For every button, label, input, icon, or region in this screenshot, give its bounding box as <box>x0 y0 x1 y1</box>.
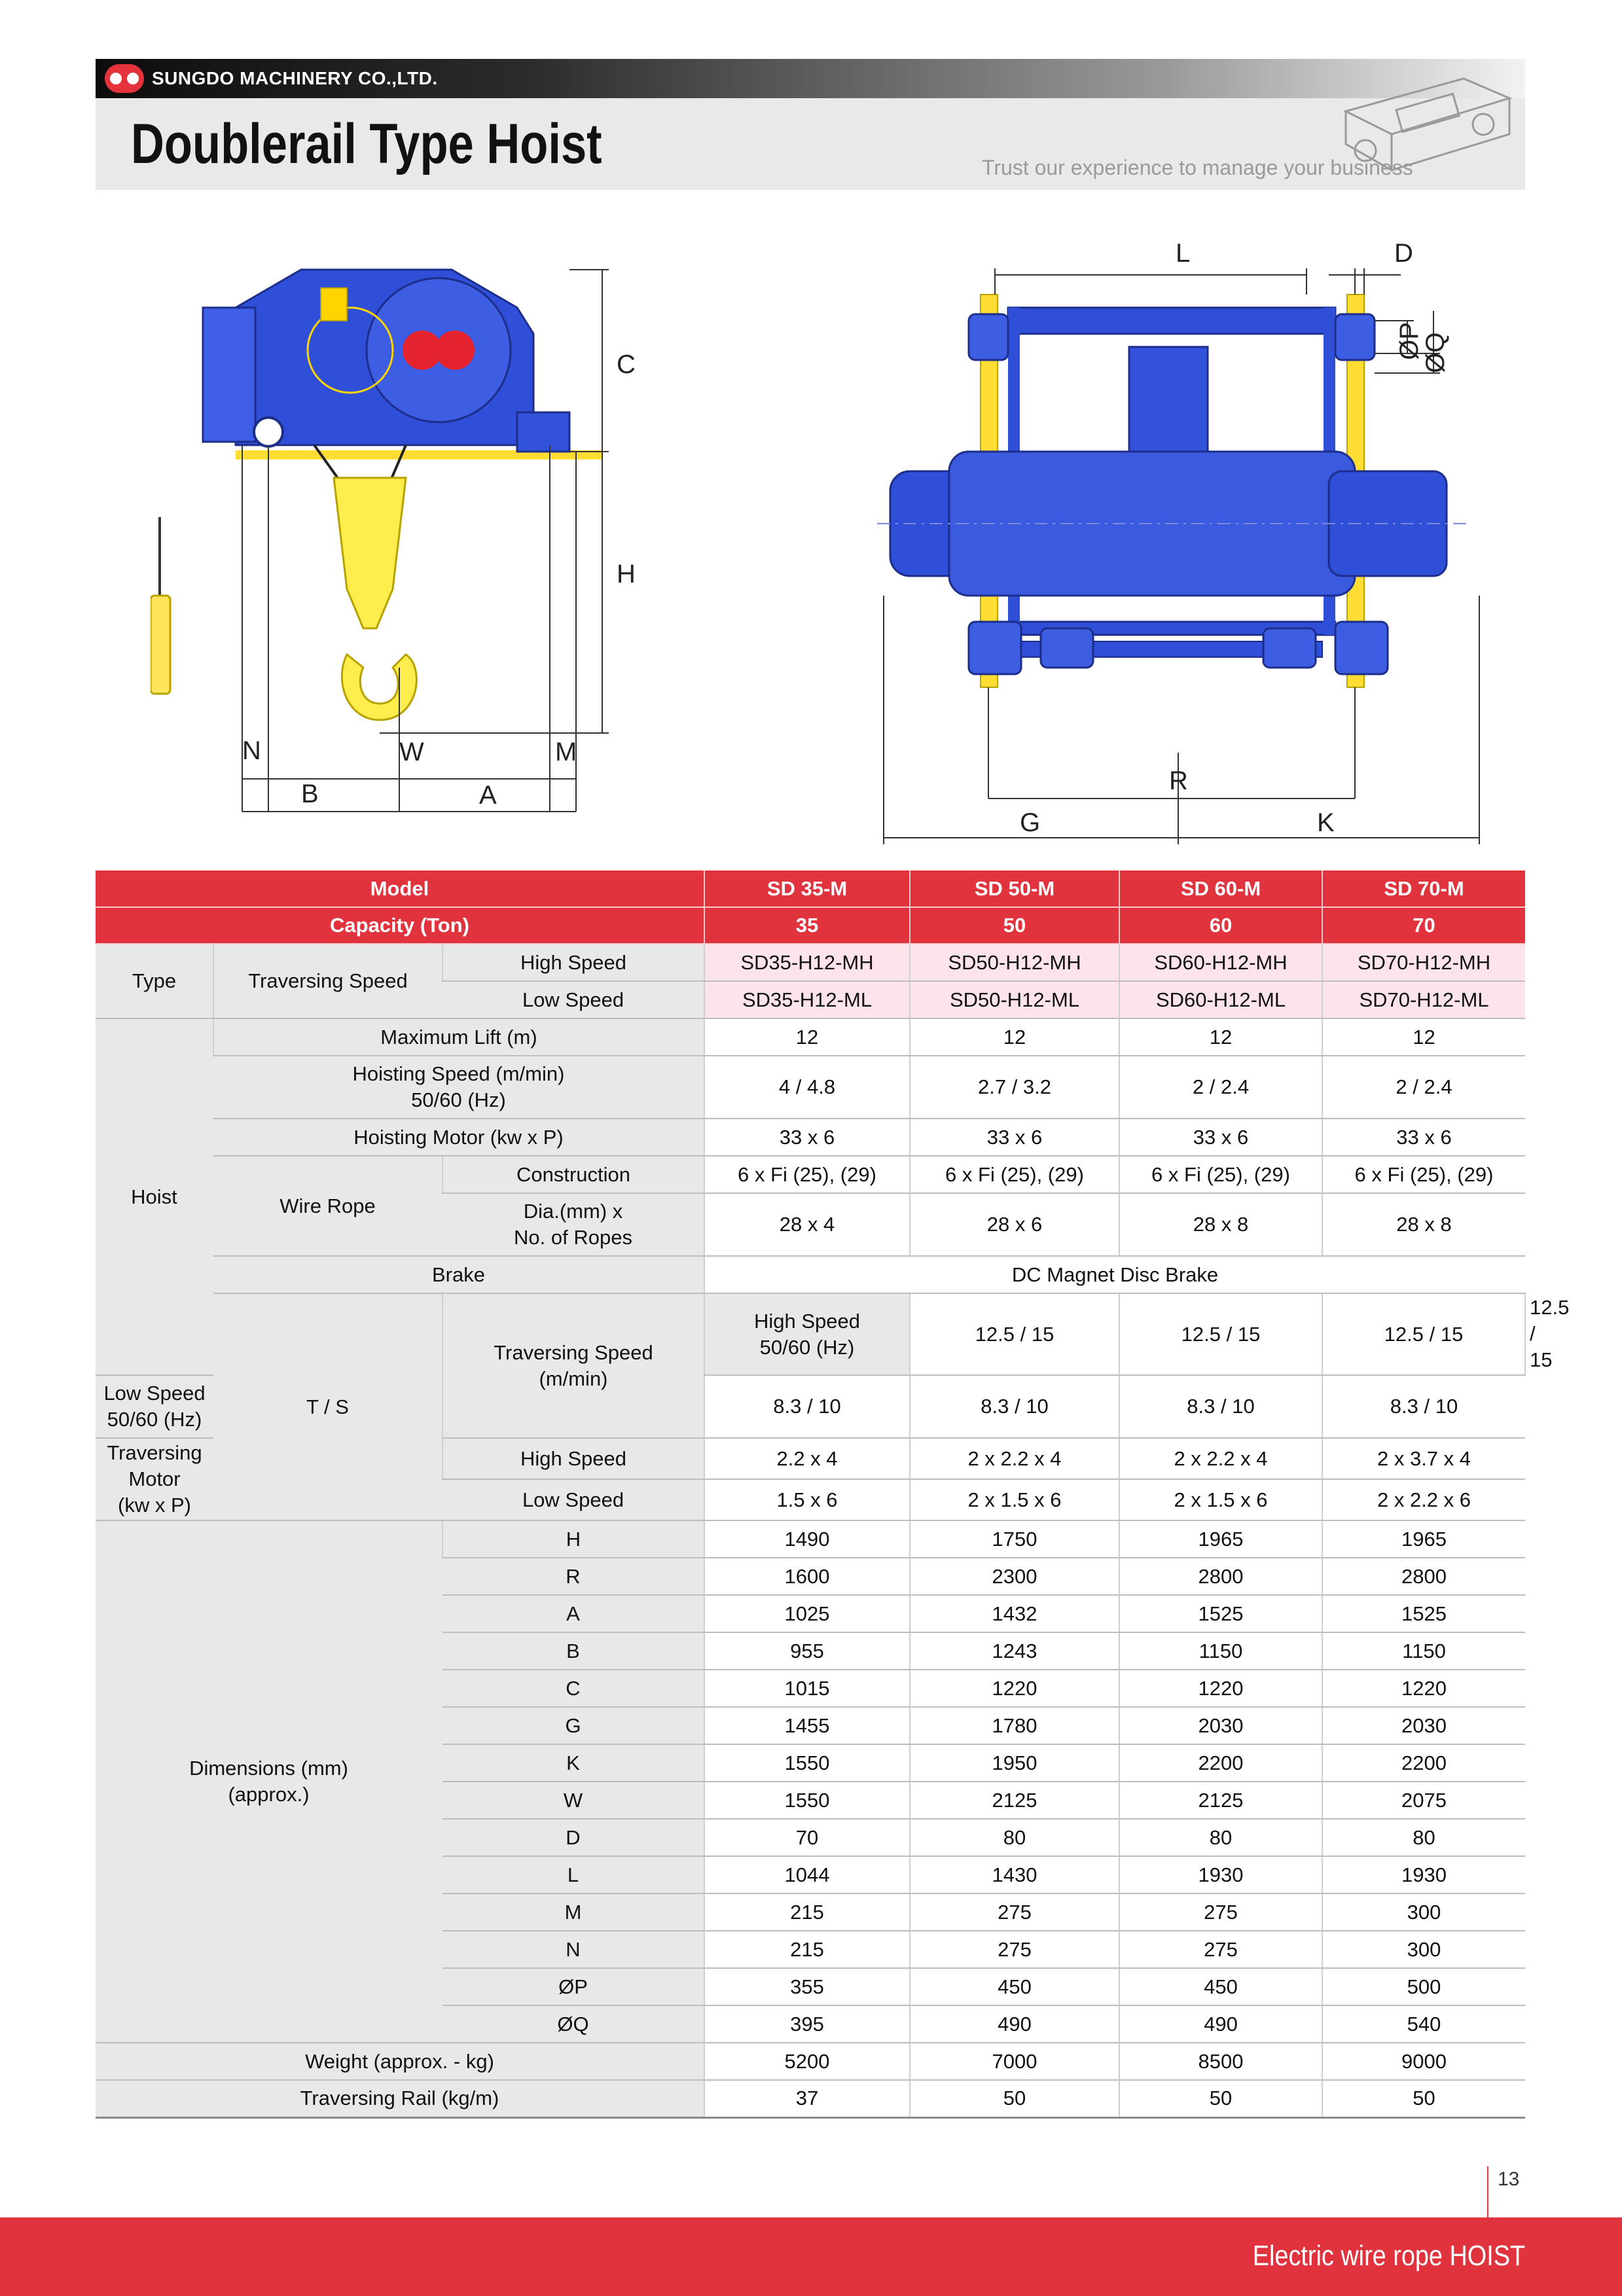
cell: 275 <box>910 1893 1119 1931</box>
cell: 1780 <box>910 1707 1119 1744</box>
cell: 955 <box>704 1632 910 1670</box>
cell: 28 x 4 <box>704 1193 910 1256</box>
page-number: 13 <box>1498 2168 1520 2190</box>
cell: 300 <box>1322 1931 1525 1968</box>
capacity-value: 70 <box>1322 907 1525 944</box>
table-row <box>96 1056 1525 1119</box>
type-code: SD60-H12-MH <box>1119 944 1322 981</box>
brake-label: Brake <box>213 1256 704 1293</box>
cell: 1220 <box>1322 1670 1525 1707</box>
label-line: 50/60 (Hz) <box>411 1088 506 1111</box>
cell: 2 / 2.4 <box>1322 1056 1525 1119</box>
dim-label-c: C <box>617 350 636 379</box>
cell: 1930 <box>1119 1856 1322 1893</box>
model-col-2: SD 50-M <box>910 870 1119 907</box>
ts-high-label <box>704 1293 910 1375</box>
cell: 1220 <box>1119 1670 1322 1707</box>
label-line: 50/60 (Hz) <box>107 1408 202 1431</box>
type-code: SD60-H12-ML <box>1119 981 1322 1018</box>
cell: 2075 <box>1322 1782 1525 1819</box>
capacity-label: Capacity (Ton) <box>96 907 704 944</box>
cell: 2 x 3.7 x 4 <box>1322 1438 1525 1479</box>
cell: 395 <box>704 2005 910 2043</box>
cell: 12 <box>704 1018 910 1056</box>
dim-label-m: M <box>555 738 577 766</box>
cell: 33 x 6 <box>1322 1119 1525 1156</box>
page-number-divider <box>1487 2166 1488 2217</box>
footer-bar <box>0 2217 1622 2296</box>
cell: 2.2 x 4 <box>704 1438 910 1479</box>
cell: 490 <box>1119 2005 1322 2043</box>
cell: 1025 <box>704 1595 910 1632</box>
cell: 2 x 1.5 x 6 <box>910 1479 1119 1520</box>
cell: 50 <box>1322 2080 1525 2117</box>
cell: 12 <box>1322 1018 1525 1056</box>
dim-key: M <box>442 1893 704 1931</box>
table-row <box>96 1119 1525 1156</box>
dim-key: B <box>442 1632 704 1670</box>
type-code: SD35-H12-ML <box>704 981 910 1018</box>
cell: 7000 <box>910 2043 1119 2080</box>
dim-key: L <box>442 1856 704 1893</box>
hoist-illustration-icon <box>1320 72 1516 183</box>
brake-value: DC Magnet Disc Brake <box>704 1256 1525 1293</box>
cell: 4 / 4.8 <box>704 1056 910 1119</box>
dim-key: A <box>442 1595 704 1632</box>
header-bar <box>96 59 1525 98</box>
dim-key: N <box>442 1931 704 1968</box>
table-row <box>96 2080 1525 2117</box>
cell: 2 / 2.4 <box>1119 1056 1322 1119</box>
cell: 1950 <box>910 1744 1119 1782</box>
dim-label-l: L <box>1176 239 1191 268</box>
table-row: T / S Traversing Speed (m/min) High Speed 50/60 (Hz) 12.5 / 15 12.5 / 15 12.5 / 15 12.5 / 15 <box>96 1293 1525 1375</box>
cell: 33 x 6 <box>704 1119 910 1156</box>
cell: 215 <box>704 1893 910 1931</box>
model-col-1: SD 35-M <box>704 870 910 907</box>
model-col-4: SD 70-M <box>1322 870 1525 907</box>
tagline: Trust our experience to manage your business <box>982 156 1413 179</box>
cell: 1550 <box>704 1782 910 1819</box>
label-line: Traversing Motor <box>107 1441 202 1490</box>
table-row <box>96 870 1525 907</box>
cell: 12.5 / 15 <box>1119 1293 1322 1375</box>
cell: 12 <box>1119 1018 1322 1056</box>
cell: 2800 <box>1322 1558 1525 1595</box>
label-line: High Speed <box>753 1309 860 1333</box>
table-row <box>96 2043 1525 2080</box>
capacity-value: 50 <box>910 907 1119 944</box>
cell: 1044 <box>704 1856 910 1893</box>
cell: 2 x 2.2 x 6 <box>1322 1479 1525 1520</box>
cell: 2 x 2.2 x 4 <box>1119 1438 1322 1479</box>
cell: 2.7 / 3.2 <box>910 1056 1119 1119</box>
dim-key: K <box>442 1744 704 1782</box>
hoist-label: Hoist <box>96 1018 213 1375</box>
dim-label-k: K <box>1317 808 1335 837</box>
cell: 50 <box>910 2080 1119 2117</box>
label-line: Traversing Speed <box>494 1340 653 1364</box>
dim-label-d: D <box>1394 239 1413 268</box>
table-row <box>96 1520 1525 1558</box>
cell: 2125 <box>910 1782 1119 1819</box>
dim-key: ØP <box>442 1968 704 2005</box>
cell: 490 <box>910 2005 1119 2043</box>
cell: 1455 <box>704 1707 910 1744</box>
type-sub-label: Traversing Speed <box>213 944 442 1018</box>
label-line: (approx.) <box>228 1783 310 1806</box>
type-code: SD50-H12-MH <box>910 944 1119 981</box>
dim-label-r: R <box>1169 766 1188 795</box>
cell: 33 x 6 <box>1119 1119 1322 1156</box>
dim-label-b: B <box>301 780 319 808</box>
cell: 5200 <box>704 2043 910 2080</box>
cell: 1525 <box>1322 1595 1525 1632</box>
label-line: Low Speed <box>103 1382 206 1405</box>
cell: 70 <box>704 1819 910 1856</box>
high-speed-label: High Speed <box>442 944 704 981</box>
cell: 1965 <box>1119 1520 1322 1558</box>
dim-key: C <box>442 1670 704 1707</box>
ts-label: T / S <box>213 1293 442 1520</box>
cell: 2300 <box>910 1558 1119 1595</box>
cell: 2030 <box>1119 1707 1322 1744</box>
cell: 275 <box>1119 1931 1322 1968</box>
dim-key: ØQ <box>442 2005 704 2043</box>
cell: 2125 <box>1119 1782 1322 1819</box>
table-row <box>96 1156 1525 1193</box>
label-line: Hoisting Speed (m/min) <box>352 1062 565 1085</box>
cell: 8.3 / 10 <box>1119 1375 1322 1438</box>
table-row <box>96 1018 1525 1056</box>
cell: 1243 <box>910 1632 1119 1670</box>
cell: 6 x Fi (25), (29) <box>704 1156 910 1193</box>
spec-table <box>96 870 1570 2119</box>
cell: 12 <box>910 1018 1119 1056</box>
cell: 1150 <box>1322 1632 1525 1670</box>
dim-label-p: ØP <box>1395 322 1424 360</box>
dim-key: R <box>442 1558 704 1595</box>
model-col-3: SD 60-M <box>1119 870 1322 907</box>
type-code: SD50-H12-ML <box>910 981 1119 1018</box>
dim-key: H <box>442 1520 704 1558</box>
cell: 275 <box>1119 1893 1322 1931</box>
wire-rope-label: Wire Rope <box>213 1156 442 1256</box>
dim-label-g: G <box>1020 808 1041 837</box>
pendant-control-icon <box>151 596 170 694</box>
page-title: Doublerail Type Hoist <box>131 113 602 175</box>
title-banner <box>96 98 1525 190</box>
capacity-value: 60 <box>1119 907 1322 944</box>
dim-label-n: N <box>242 736 261 765</box>
cell: 1432 <box>910 1595 1119 1632</box>
drum-marker-right <box>435 331 475 370</box>
cell: 2 x 2.2 x 4 <box>910 1438 1119 1479</box>
dim-key: W <box>442 1782 704 1819</box>
dim-label-h: H <box>617 560 636 588</box>
side-view-drawing <box>151 209 700 838</box>
table-row <box>96 944 1525 981</box>
hoisting-motor-label: Hoisting Motor (kw x P) <box>213 1119 704 1156</box>
table-row <box>96 907 1525 944</box>
cell: 540 <box>1322 2005 1525 2043</box>
cell: 275 <box>910 1931 1119 1968</box>
cell: 6 x Fi (25), (29) <box>910 1156 1119 1193</box>
cell: 2200 <box>1322 1744 1525 1782</box>
label-line: No. of Ropes <box>514 1226 632 1249</box>
dim-label-q: ØQ <box>1421 332 1450 373</box>
label-line: 50/60 (Hz) <box>759 1335 855 1359</box>
dimensions-label <box>96 1520 442 2043</box>
cell: 1015 <box>704 1670 910 1707</box>
hoisting-speed-label <box>213 1056 704 1119</box>
label-line: (kw x P) <box>118 1494 191 1516</box>
cell: 1550 <box>704 1744 910 1782</box>
cell: 12.5 / 15 <box>910 1293 1119 1375</box>
cell: 1490 <box>704 1520 910 1558</box>
cell: 28 x 6 <box>910 1193 1119 1256</box>
cell: 80 <box>1119 1819 1322 1856</box>
label-line: Dia.(mm) x <box>523 1200 623 1223</box>
cell: 1.5 x 6 <box>704 1479 910 1520</box>
cell: 33 x 6 <box>910 1119 1119 1156</box>
hook-icon <box>342 655 416 720</box>
type-label: Type <box>96 944 213 1018</box>
ts-motor-low-label: Low Speed <box>442 1479 704 1520</box>
traversing-speed-label <box>442 1293 704 1438</box>
company-logo-icon <box>105 64 144 93</box>
cell: 1930 <box>1322 1856 1525 1893</box>
hook-block <box>334 478 406 628</box>
cell: 8.3 / 10 <box>910 1375 1119 1438</box>
cell: 1600 <box>704 1558 910 1595</box>
cell: 1220 <box>910 1670 1119 1707</box>
cell: 355 <box>704 1968 910 2005</box>
type-code: SD70-H12-MH <box>1322 944 1525 981</box>
cell: 6 x Fi (25), (29) <box>1119 1156 1322 1193</box>
cell: 300 <box>1322 1893 1525 1931</box>
cell: 2030 <box>1322 1707 1525 1744</box>
max-lift-label: Maximum Lift (m) <box>213 1018 704 1056</box>
cell: 1150 <box>1119 1632 1322 1670</box>
cell: 2200 <box>1119 1744 1322 1782</box>
top-view-drawing <box>877 229 1492 857</box>
cell: 215 <box>704 1931 910 1968</box>
weight-label: Weight (approx. - kg) <box>96 2043 704 2080</box>
cell: 28 x 8 <box>1322 1193 1525 1256</box>
cell: 450 <box>1119 1968 1322 2005</box>
type-code: SD70-H12-ML <box>1322 981 1525 1018</box>
label-line: (m/min) <box>539 1367 608 1390</box>
cell: 8.3 / 10 <box>1322 1375 1525 1438</box>
cell: 50 <box>1119 2080 1322 2117</box>
rope-dia-label <box>442 1193 704 1256</box>
cell: 1525 <box>1119 1595 1322 1632</box>
cell: 1430 <box>910 1856 1119 1893</box>
cell: 37 <box>704 2080 910 2117</box>
dim-key: D <box>442 1819 704 1856</box>
dim-label-w: W <box>399 738 424 766</box>
footer-title: Electric wire rope HOIST <box>1252 2240 1525 2272</box>
cell: 80 <box>910 1819 1119 1856</box>
cell: 80 <box>1322 1819 1525 1856</box>
cell: 1750 <box>910 1520 1119 1558</box>
company-name: SUNGDO MACHINERY CO.,LTD. <box>152 68 438 88</box>
ts-low-label <box>96 1375 213 1438</box>
capacity-value: 35 <box>704 907 910 944</box>
cell: 500 <box>1322 1968 1525 2005</box>
rail-label: Traversing Rail (kg/m) <box>96 2080 704 2117</box>
dim-label-a: A <box>479 781 497 810</box>
model-label: Model <box>96 870 704 907</box>
cell: 1965 <box>1322 1520 1525 1558</box>
traversing-motor-label <box>96 1438 213 1520</box>
construction-label: Construction <box>442 1156 704 1193</box>
cell: 12.5 / 15 <box>1322 1293 1525 1375</box>
low-speed-label: Low Speed <box>442 981 704 1018</box>
label-line: Dimensions (mm) <box>189 1757 348 1780</box>
cell: 2800 <box>1119 1558 1322 1595</box>
cell: 8500 <box>1119 2043 1322 2080</box>
cell: 8.3 / 10 <box>704 1375 910 1438</box>
cell: 450 <box>910 1968 1119 2005</box>
type-code: SD35-H12-MH <box>704 944 910 981</box>
wheel-icon <box>969 314 1008 360</box>
ts-motor-high-label: High Speed <box>442 1438 704 1479</box>
cell: 6 x Fi (25), (29) <box>1322 1156 1525 1193</box>
dim-key: G <box>442 1707 704 1744</box>
table-row <box>96 1256 1525 1293</box>
cell: 2 x 1.5 x 6 <box>1119 1479 1322 1520</box>
cell: 28 x 8 <box>1119 1193 1322 1256</box>
cell: 9000 <box>1322 2043 1525 2080</box>
